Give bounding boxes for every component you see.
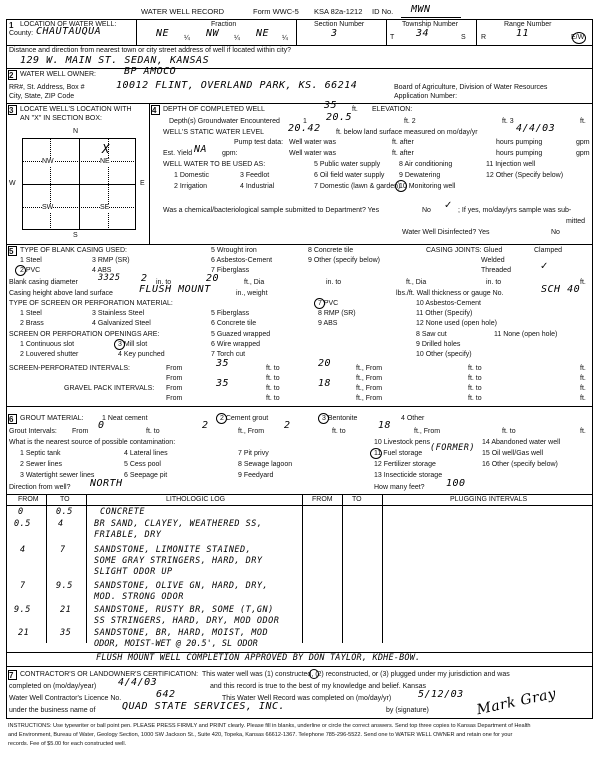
county-value: CHAUTAUQUA — [36, 26, 102, 37]
completed-date: 4/4/03 — [118, 677, 158, 688]
id-value: MWN — [411, 4, 431, 15]
fraction-label: Fraction — [211, 21, 237, 28]
address-value: 10012 FLINT, OVERLAND PARK, KS. 66214 — [116, 80, 358, 91]
county-label: County: — [9, 30, 34, 37]
range-value: 11 — [516, 28, 530, 39]
instructions-line-3: records. Fee of $5.00 for each constructed well. — [8, 741, 127, 747]
fraction-2: NW — [206, 28, 220, 39]
fraction-3: NE — [256, 28, 270, 39]
city-label: City, State, ZIP Code — [9, 93, 75, 100]
static-level-date: 4/4/03 — [516, 123, 556, 134]
township-label: Township Number — [402, 21, 459, 28]
distance-label: Distance and direction from nearest town or city street address of well if located within city? — [9, 47, 292, 54]
location-label: LOCATION OF WATER WELL: — [20, 21, 117, 28]
business-name: QUAD STATE SERVICES, INC. — [122, 701, 286, 712]
address-label: RR#, St. Address, Box # — [9, 84, 85, 91]
water-well-record-form: WATER WELL RECORD Form WWC-5 KSA 82a-1212 ID No. MWN 1 LOCATION OF WATER WELL: County: CHAUTAUQUA Fraction NE ¼ NW ¼ NE ¼ Section Number 3 Township Number T 34 S Range Number R 11 E/W Distance and direction from nearest town or city street address of well if located within city? 129 W. MAIN ST. SEDAN, KANSAS 2 WATER WELL OWNER: BP AMOCO RR#, St. Address, Box # 10012 FLINT, OVERLAND PARK, KS. 66214 City, State, ZIP Code Board of Agriculture, Division of Water Resources Application Number: 3 LOCATE WELL'S LOCATION WITH AN "X" IN SECTION BOX: N S W E NW NE SW SE X 4 DEPTH OF COMPLETED WELL 35 ft. ELEVATION: Depth(s) Groundwater Encountered 1 20.5 ft. 2 ft. 3 ft. WELL'S STATIC WATER LEVEL 20.42 ft. below land surface measured on mo/day/yr 4/4/03 Pump test data: Well water was ft. after hours pumping gpm Est. Yield NA gpm: Well water was ft. after hours pumping gpm WELL WATER TO BE USED AS: 1 Domestic 3 Feedlot 5 Public water supply 8 Air conditioning 11 Injection well 2 Irrigation 4 Industrial 7 Domestic (lawn & garden) 10 Monitoring well 12 Other (Specify below) 6 Oil field water supply 9 Dewatering Was a chemical/bacteriological sample submitted to Department? Yes No ✓ ; If yes, mo/day/yrs sample was sub- mitted Water Well Disinfected? Yes No 5 TYPE OF BLANK CASING USED: 1 Steel 3 RMP (SR) 5 Wrought iron 8 Concrete tile 2 PVC 4 ABS 6 Asbestos-Cement 9 Other (specify below) 7 Fiberglass 3325 CASING JOINTS: Glued Clamped Welded Threaded ✓ Blank casing diameter 2 in. to 20 ft., Dia in. to ft., Dia in. to ft. Casing height above land surface FLUSH MOUNT in., weight lbs./ft. Wall thickness or gauge No. SCH 40 TYPE OF SCREEN OR PERFORATION MATERIAL: 1 Steel 3 Stainless Steel 5 Fiberglass 7 PVC 10 Asbestos-Cement 2 Brass 4 Galvanized Steel 6 Concrete tile 8 RMP (SR) 11 Other (Specify) 9 ABS 12 None used (open hole) SCREEN OR PERFORATION OPENINGS ARE: 5 Guazed wrapped 8 Saw cut 11 None (open hole) 1 Continuous slot 3 Mill slot 6 Wire wrapped 9 Drilled holes 2 Louvered shutter 4 Key punched 7 Torch cut 10 Other (specify) SCREEN-PERFORATED INTERVALS: From 35 ft. to 20 ft., From ft. to ft. From ft. to ft., From ft. to ft. GRAVEL PACK INTERVALS: From 35 ft. to 18 ft., From ft. to ft. From ft. to ft., From ft. to ft. 6 GROUT MATERIAL: 1 Neat cement 2 Cement grout 3 Bentonite 4 Other Grout Intervals: From 0 ft. to 2 ft., From 2 ft. to 18 ft., From ft. to ft. What is the nearest source of possible contamination: 10 Livestock pens 14 Abandoned water well 1 Septic tank 4 Lateral lines 7 Pit privy 11 Fuel storage (FORMER) 15 Oil well/Gas well 2 Sewer lines 5 Cess pool 8 Sewage lagoon 12 Fertilizer storage 16 Other (specify below) 3 Watertight sewer lines 6 Seepage pit 9 Feedyard 13 Insecticide storage Direction from well? NORTH How many feet? 100 FROM TO LITHOLOGIC LOG FROM TO PLUGGING INTERVALS 0 0.5 CONCRETE 0.5 4 BR SAND, CLAYEY, WEATHERED SS, FRIABLE, DRY 4 7 SANDSTONE, LIMONITE STAINED, SOME GRAY STRINGERS, HARD, DRY SLIGHT ODOR UP 7 9.5 SANDSTONE, OLIVE GN, HARD, DRY, MOD. STRONG ODOR 9.5 21 SANDSTONE, RUSTY BR, SOME (T,GN) SS STRINGERS, HARD, DRY, MOD ODOR 21 35 SANDSTONE, BR, HARD, MOIST, MOD ODOR, MOIST-WET @ 20.5', SL ODOR FLUSH MOUNT WELL COMPLETION APPROVED BY DON TAYLOR, KDHE-BOW. 7 CONTRACTOR'S OR LANDOWNER'S CERTIFICATION: This water well was (1) constructed, (2) reconstructed, or (3) plugged under my jurisdiction and was completed on (mo/day/year) 4/4/03 and this record is true to the best of my knowledge and belief. Kansas Water Well Contractor's Licence No. 642 This Water Well Record was completed on (mo/day/yr) 5/12/03 under the business name of QUAD STATE SERVICES, INC. by (signature) Mark Gray INSTRUCTIONS: Use typewriter or ball point pen. PLEASE PRESS FIRMLY and PRINT clearly. Please fill in blanks, underline or circle the correct answers. Send top three copies to Kansas Department of Health and Environment, Bureau of Water, Geology Section, 1000 SW Jackson St., Suite 420, Topeka, Kansas 66612-1367. Telephone 785-296-5522. Send one to WATER WELL OWNER and retain one for your records. Fee of $5.00 for each constructed well. — [6, 4, 593, 756]
range-label: Range Number — [504, 21, 552, 28]
gravel-from: 35 — [216, 378, 230, 389]
direction-value: NORTH — [90, 478, 123, 489]
section-number-value: 3 — [331, 28, 338, 39]
section-number-label: Section Number — [314, 21, 365, 28]
range-ew: E/W — [571, 34, 585, 41]
groundwater-depth: 20.5 — [326, 112, 353, 123]
license-number: 642 — [156, 689, 176, 700]
signature: Mark Gray — [475, 685, 558, 719]
instructions-line-2: and Environment, Bureau of Water, Geology Section, 1000 SW Jackson St., Suite 420, Topeka, Kansas 66612-1367. Telephone 785-296-5522. Send one to WATER WELL OWNER and retain one for your — [8, 732, 513, 738]
form-title: WATER WELL RECORD — [141, 7, 225, 16]
screen-from: 35 — [216, 358, 230, 369]
screen-to: 20 — [318, 358, 332, 369]
board-label: Board of Agriculture, Division of Water Resources — [394, 84, 548, 91]
grout-to-1: 2 — [202, 420, 209, 431]
fraction-1: NE — [156, 28, 170, 39]
township-value: 34 — [416, 28, 430, 39]
grout-from-2: 2 — [284, 420, 291, 431]
owner-label: WATER WELL OWNER: — [20, 71, 96, 78]
gauge-value: SCH 40 — [541, 284, 581, 295]
fuel-storage-note: (FORMER) — [430, 443, 475, 453]
grout-to-2: 18 — [378, 420, 392, 431]
instructions-line-1: INSTRUCTIONS: Use typewriter or ball point pen. PLEASE PRESS FIRMLY and PRINT clearly. Please fill in blanks, underline or circle the correct answers. Send top three copies to Kansas Department of Health — [8, 723, 531, 729]
owner-value: BP AMOCO — [124, 66, 177, 77]
application-label: Application Number: — [394, 93, 458, 100]
depth-label: DEPTH OF COMPLETED WELL — [163, 106, 265, 113]
yield-value: NA — [194, 144, 208, 155]
gravel-to: 18 — [318, 378, 332, 389]
grout-from-1: 0 — [98, 420, 105, 431]
depth-value: 35 — [324, 100, 338, 111]
id-label: ID No. — [372, 7, 394, 16]
feet-value: 100 — [446, 478, 466, 489]
record-date: 5/12/03 — [418, 689, 464, 700]
well-location-mark: X — [102, 142, 110, 156]
monitoring-well-circle — [395, 180, 407, 192]
log-note: FLUSH MOUNT WELL COMPLETION APPROVED BY DON TAYLOR, KDHE-BOW. — [96, 653, 421, 663]
distance-value: 129 W. MAIN ST. SEDAN, KANSAS — [20, 55, 210, 66]
casing-to-depth: 20 — [206, 273, 220, 284]
ksa-number: KSA 82a-1212 — [314, 7, 363, 16]
form-number: Form WWC-5 — [253, 7, 299, 16]
casing-height: FLUSH MOUNT — [139, 284, 211, 295]
static-level-value: 20.42 — [288, 123, 321, 134]
section-1-num: 1 — [9, 21, 14, 30]
casing-misc: 3325 — [98, 273, 121, 283]
casing-diameter: 2 — [141, 273, 148, 284]
